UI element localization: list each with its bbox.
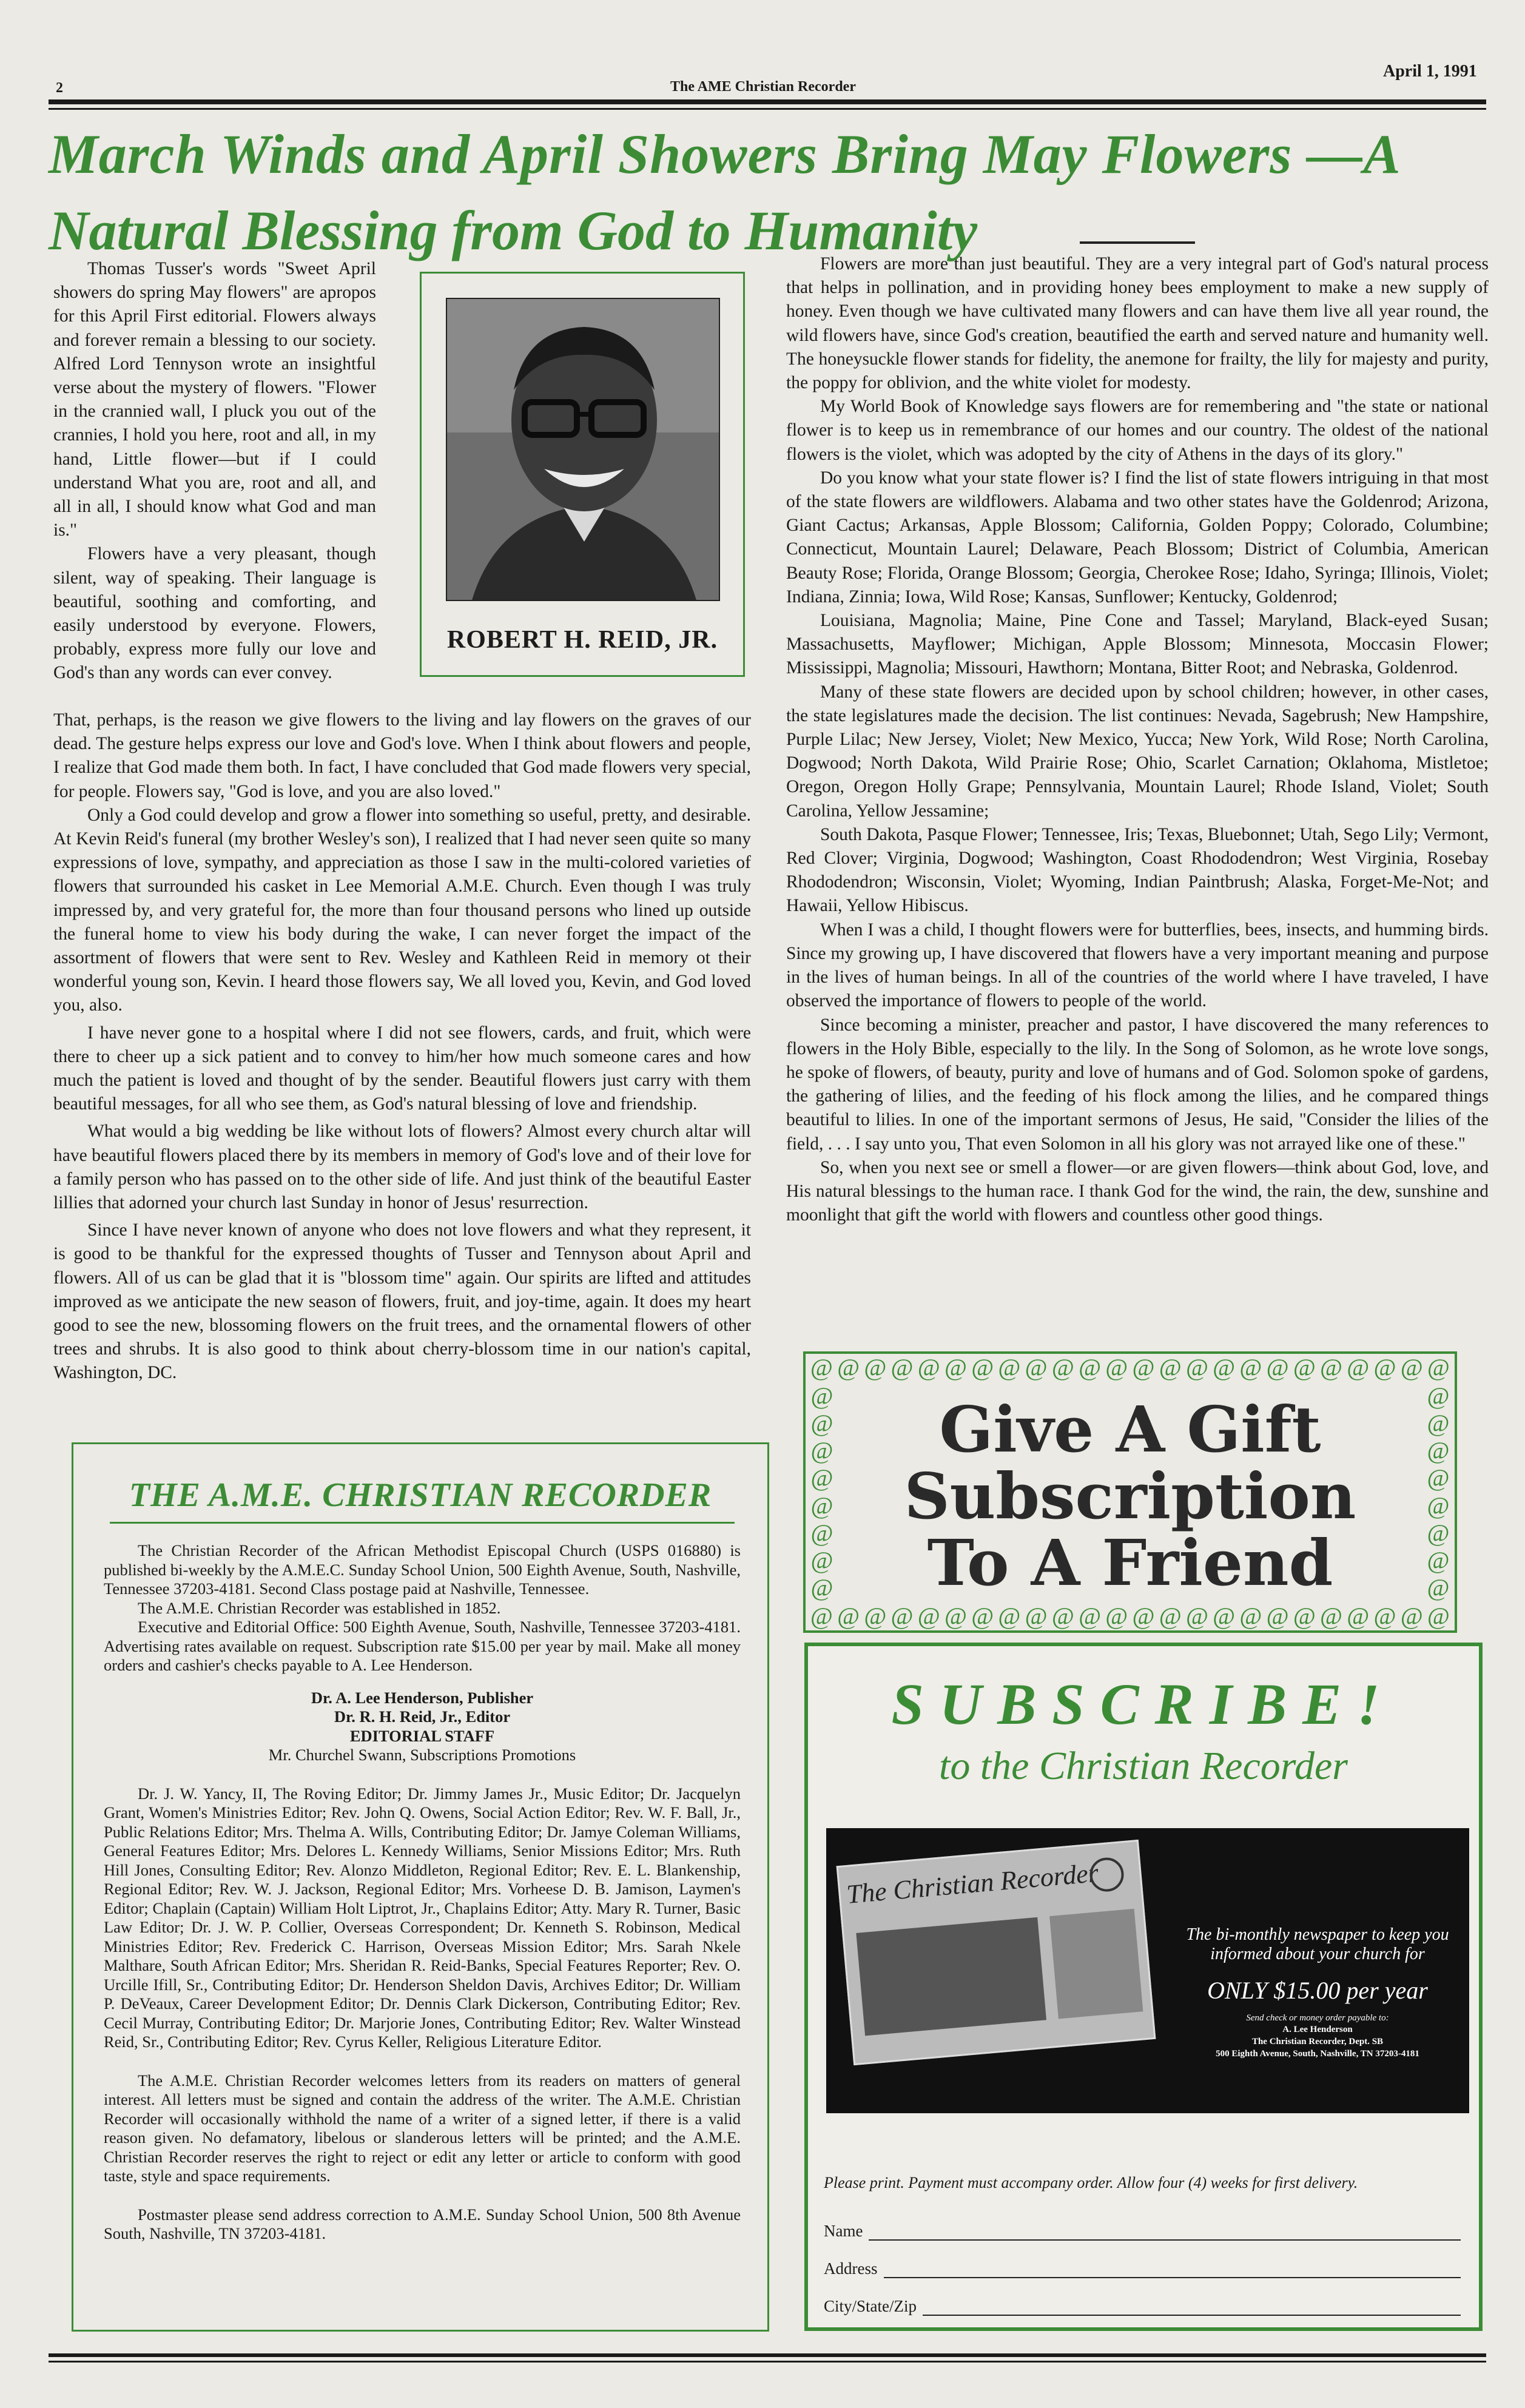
subscribe-ad (804, 1643, 1483, 2331)
editorial-paragraph: Flowers are more than just beautiful. They are a very integral part of God's natural process that helps in pollination, and in providing honey bees employment to make a new supply of honey. Even though we have cultivated many flowers and can have them live all year round, the wild flowers have, since God's creation, beautified the earth and served nature and humanity well. The honeysuckle flower stands for fidelity, the anemone for frailty, the lily for majesty and purity, the poppy for oblivion, and the white violet for modesty. (786, 254, 1489, 393)
swirl-border-bottom: @ @ @ @ @ @ @ @ @ @ @ @ @ @ @ @ @ @ @ @ @ @ @ @ (810, 1603, 1450, 1630)
subscribe-subtitle: to the Christian Recorder (939, 1744, 1348, 1788)
swirl-border-right: @ @ @ @ @ @ @ @ (1427, 1382, 1450, 1601)
gift-ad-text (806, 1392, 1455, 1600)
editorial-paragraph: Since I have never known of anyone who does not love flowers and what they represent, it is good to be thankful for the expressed thoughts of Tusser and Tennyson about April and flowers. All of us can be glad that it is "blossom time" again. Our spirits are lifted and attitudes improved as we anticipate the new season of flowers, fruit, and joy-time, again. It does my heart good to see the new, blossoming flowers on the fruit trees, and the ornamental flowers of other trees and shrubs. It is also good to think about cherry-blossom time in our nation's capital, Washington, DC. (53, 1220, 751, 1383)
page-number: 2 (56, 80, 63, 96)
address-field[interactable] (824, 2254, 1461, 2278)
headline-line2: Natural Blessing from God to Humanity (49, 200, 978, 261)
gift-subscription-ad (803, 1351, 1457, 1633)
address-line-input[interactable] (884, 2261, 1461, 2278)
footer-rule (49, 2353, 1486, 2357)
address-line: The Christian Recorder, Dept. SB (1251, 2037, 1384, 2046)
city-label: City/State/Zip (824, 2297, 917, 2315)
editorial-paragraph: Louisiana, Magnolia; Maine, Pine Cone and Tassel; Maryland, Black-eyed Susan; Massachusetts, Mayflower; Michigan, Apple Blossom; Minnesota, Moccasin Flower; Mississippi, Magnolia; Missouri, Hawthorn; Montana, Bitter Root; and Nebraska, Goldenrod. (786, 611, 1489, 678)
print-instructions: Please print. Payment must accompany order. Allow four (4) weeks for first delivery. (824, 2174, 1358, 2191)
publication-name: The AME Christian Recorder (670, 79, 856, 95)
masthead-rule (110, 1522, 735, 1524)
price-text: ONLY $15.00 per year (1207, 1977, 1428, 2004)
editorial-paragraph: So, when you next see or smell a flower—or are given flowers—think about God, love, and His natural blessings to the human race. I thank God for the wind, the rain, the dew, sunshine and moonlight that gift the world with flowers and countless other good things. (786, 1157, 1489, 1225)
address-line: A. Lee Henderson (1282, 2025, 1353, 2034)
staff-list: Dr. J. W. Yancy, II, The Roving Editor; Dr. Jimmy James Jr., Music Editor; Dr. Jacquelyn Grant, Women's Ministries Editor; Rev. John Q. Owens, Social Action Editor; Rev. W. F. Ball, Jr., Public Relations Editor; Mrs. Thelma A. Wills, Contributing Editor; Dr. Jamye Coleman Williams, General Features Editor; Mrs. Delores L. Kennedy Williams, Senior Missions Editor; Mrs. Ruth Hill Jones, Consulting Editor; Rev. Alonzo Middleton, Regional Editor; Rev. E. L. Blankenship, Regional Editor; Rev. W. J. Jackson, Regional Editor; Mrs. Vorheese D. B. Jamison, Laymen's Editor; Chaplain (Captain) William Holt Liptrot, Jr., Chaplains Editor; Atty. Mary R. Turner, Basic Law Editor; Dr. J. W. P. Collier, Overseas Correspondent; Dr. Kenneth S. Robinson, Medical Ministries Editor; Rev. Frederick C. Harrison, Overseas Mission Editor; Mrs. Sarah Nkele Malthare, South African Editor; Mrs. Sheridan R. Reid-Banks, Special Features Reporter; Rev. O. Urcille Ifill, Sr., Contributing Editor; Dr. Henderson Sheldon Davis, Archives Editor; Dr. William P. DeVeaux, Career Development Editor; Dr. Dennis Clark Dickerson, Contributing Editor; Rev. Cecil Murray, Contributing Editor; Dr. Marjorie Jones, Contributing Editor; Rev. Walter Winstead Reid, Sr., Contributing Editor; Rev. Cyrus Keller, Religious Literature Editor. (104, 1784, 741, 2051)
gift-line: Give A Gift (939, 1392, 1321, 1467)
portrait-image (447, 299, 720, 601)
editor-line: Dr. R. H. Reid, Jr., Editor (334, 1707, 511, 1726)
name-label: Name (824, 2222, 863, 2240)
editorial-paragraph: South Dakota, Pasque Flower; Tennessee, Iris; Texas, Bluebonnet; Utah, Sego Lily; Vermont, Red Clover; Virginia, Dogwood; Washington, Coast Rhododendron; West Virginia, Rosebay Rhododendron; Wisconsin, Violet; Wyoming, Indian Paintbrush; Alaska, Forget-Me-Not; and Hawaii, Yellow Hibiscus. (786, 824, 1489, 916)
subscribe-blurb (1178, 1925, 1457, 2060)
author-portrait (446, 298, 720, 601)
editorial-intro (53, 257, 376, 685)
issue-date: April 1, 1991 (1383, 62, 1477, 81)
city-field[interactable] (824, 2292, 1461, 2316)
editorial-body-left (53, 708, 751, 1385)
masthead-paragraph: Executive and Editorial Office: 500 Eighth Avenue, South, Nashville, Tennessee 37203-4181. Advertising rates available on request. Subscription rate $15.00 per year by mail. Make all money orders and cashier's checks payable to A. Lee Henderson. (104, 1618, 741, 1674)
footer-rule-thin (49, 2361, 1486, 2363)
publisher-line: Dr. A. Lee Henderson, Publisher (311, 1688, 534, 1707)
address-line: 500 Eighth Avenue, South, Nashville, TN 37203-4181 (1216, 2049, 1419, 2059)
subscribe-title: SUBSCRIBE! (891, 1672, 1396, 1737)
promotions-line: Mr. Churchel Swann, Subscriptions Promotions (268, 1746, 576, 1764)
gift-line: To A Friend (927, 1525, 1333, 1600)
editorial-paragraph: Do you know what your state flower is? I find the list of state flowers intriguing in that most of the state flowers are wildflowers. Alabama and two other states have the Goldenrod; Arizona, Giant Cactus; Arkansas, Apple Blossom; California, Golden Poppy; Colorado, Columbine; Connecticut, Mountain Laurel; Delaware, Peach Blossom; District of Columbia, American Beauty Rose; Florida, Orange Blossom; Georgia, Cherokee Rose; Idaho, Syringa; Illinois, Violet; Indiana, Zinnia; Iowa, Wild Rose; Kansas, Sunflower; Kentucky, Goldenrod; (786, 468, 1489, 607)
author-photo-frame (420, 272, 745, 677)
name-line[interactable] (869, 2224, 1461, 2241)
newspaper-nameplate: The Christian Recorder (845, 1857, 1100, 1910)
editorial-paragraph: I have never gone to a hospital where I did not see flowers, cards, and fruit, which were there to cheer up a sick patient and to convey to him/her how much someone cares and how much the patient is loved and thought of by the sender. Beautiful flowers just carry with them beautiful messages, for all who see them, as God's natural blessing of love and friendship. (53, 1023, 751, 1114)
editorial-paragraph: Since becoming a minister, preacher and pastor, I have discovered the many references to flowers in the Holy Bible, especially to the lily. In the Song of Solomon, as he wrote love songs, he spoke of flowers, of beauty, purity and love of humans and of God. Solomon spoke of gardens, the gathering of lilies, and the feeding of his flock among the lilies, and he compared things beautiful to lilies. In one of the important sermons of Jesus, He said, "Consider the lilies of the field, . . . I say unto you, That even Solomon in all his glory was not arrayed like one of these." (786, 1015, 1489, 1154)
subscribe-banner (826, 1828, 1469, 2113)
address-label: Address (824, 2259, 878, 2278)
masthead-paragraph: The A.M.E. Christian Recorder was established in 1852. (138, 1598, 501, 1617)
editorial-paragraph: Flowers have a very pleasant, though silent, way of speaking. Their language is beautiful, soothing and comforting, and easily understood by everyone. Flowers, probably, express more fully our love and God's than any words can ever convey. (53, 544, 376, 683)
editorial-paragraph: That, perhaps, is the reason we give flowers to the living and lay flowers on the graves of our dead. The gesture helps express our love and God's love. When I think about flowers and people, I realize that God made them both. In fact, I have concluded that God made flowers very special, for people. Flowers say, "God is love, and you are also loved." (53, 710, 751, 801)
postmaster-note: Postmaster please send address correction to A.M.E. Sunday School Union, 500 8th Avenue South, Nashville, TN 37203-4181. (104, 2205, 741, 2242)
swirl-border-left: @ @ @ @ @ @ @ @ (810, 1382, 833, 1601)
headline-dash (1080, 241, 1195, 244)
send-to-text: Send check or money order payable to: (1246, 2013, 1389, 2023)
city-line[interactable] (923, 2299, 1461, 2316)
editorial-paragraph: Thomas Tusser's words "Sweet April showers do spring May flowers" are apropos for this April First editorial. Flowers always and forever remain a blessing to our society. Alfred Lord Tennyson wrote an insightful verse about the mystery of flowers. "Flower in the crannied wall, I pluck you out of the crannies, I hold you here, root and all, in my hand, Little flower—but if I could understand What you are, root and all, and all in all, I should know what God and man is." (53, 259, 376, 540)
masthead-body (104, 1541, 741, 2244)
editorial-paragraph: What would a big wedding be like without lots of flowers? Almost every church altar will have beautiful flowers placed there by its members in memory of God's love and of their love for a family person who has passed on to the other side of life. And just think of the beautiful Easter lillies that adorned your church last Sunday in honor of Jesus' resurrection. (53, 1122, 751, 1213)
author-photo-caption: ROBERT H. REID, JR. (446, 626, 718, 654)
blurb-text: The bi-monthly newspaper to keep you informed about your church for (1186, 1925, 1449, 1963)
headline-line1: March Winds and April Showers Bring May Flowers —A (49, 123, 1401, 185)
name-field[interactable] (824, 2216, 1461, 2241)
swirl-border-top: @ @ @ @ @ @ @ @ @ @ @ @ @ @ @ @ @ @ @ @ @ @ @ @ (810, 1354, 1450, 1381)
header-rule-thin (49, 108, 1486, 110)
staff-heading: EDITORIAL STAFF (349, 1726, 495, 1745)
editorial-paragraph: My World Book of Knowledge says flowers are for remembering and "the state or national flower is to keep us in remembrance of our homes and our country. The oldest of the national flowers is the violet, which was adopted by the city of Athens in the days of its glory." (786, 397, 1489, 464)
masthead-box (72, 1442, 769, 2332)
newspaper-photo (838, 1841, 1158, 2067)
masthead-title: THE A.M.E. CHRISTIAN RECORDER (129, 1476, 712, 1514)
editorial-paragraph: When I was a child, I thought flowers were for butterflies, bees, insects, and humming birds. Since my growing up, I have discovered that flowers have a very important meaning and purpose in the lives of human beings. In all of the countries of the world where I have traveled, I have observed the importance of flowers to people of the world. (786, 920, 1489, 1011)
newspaper-illustration (837, 1840, 1156, 2065)
editorial-paragraph: Many of these state flowers are decided upon by school children; however, in other cases, the state legislatures made the decision. The list continues: Nevada, Sagebrush; New Hampshire, Purple Lilac; New Jersey, Violet; New Mexico, Yucca; New York, Wild Rose; North Carolina, Dogwood; North Dakota, Wild Prairie Rose; Ohio, Scarlet Carnation; Oklahoma, Mistletoe; Oregon, Oregon Holly Grape; Pennsylvania, Mountain Laurel; Rhode Island, Violet; South Carolina, Yellow Jessamine; (786, 682, 1489, 821)
editorial-paragraph: Only a God could develop and grow a flower into something so useful, pretty, and desirable. At Kevin Reid's funeral (my brother Wesley's son), I realized that I had never seen quite so many expressions of love, sympathy, and appreciation as those I saw in the multi-colored varieties of flowers that surrounded his casket in Lee Memorial A.M.E. Church. Even though I was truly impressed by, and very grateful for, the more than four thousand persons who lined up outside the funeral home to view his body during the wake, I can never forget the impact of the assortment of flowers that were sent to Rev. Wesley and Kathleen Reid in memory ot their wonderful young son, Kevin. I heard those flowers say, We all loved you, Kevin, and God loved you, also. (53, 805, 751, 1015)
header-rule (49, 99, 1486, 104)
masthead-paragraph: The Christian Recorder of the African Methodist Episcopal Church (USPS 016880) is published bi-weekly by the A.M.E.C. Sunday School Union, 500 Eighth Avenue, South, Nashville, Tennessee 37203-4181. Second Class postage paid at Nashville, Tennessee. (104, 1541, 741, 1598)
letters-policy: The A.M.E. Christian Recorder welcomes letters from its readers on matters of general interest. All letters must be signed and contain the address of the writer. The A.M.E. Christian Recorder will occasionally withhold the name of a writer of a signed letter, if there is a valid reason given. No defamatory, libelous or slanderous letters will be printed; and the A.M.E. Christian Recorder reserves the right to reject or edit any letter or article to conform with good taste, style and space requirements. (104, 2071, 741, 2185)
gift-line: Subscription (904, 1459, 1356, 1533)
editorial-body-right (786, 252, 1489, 1227)
